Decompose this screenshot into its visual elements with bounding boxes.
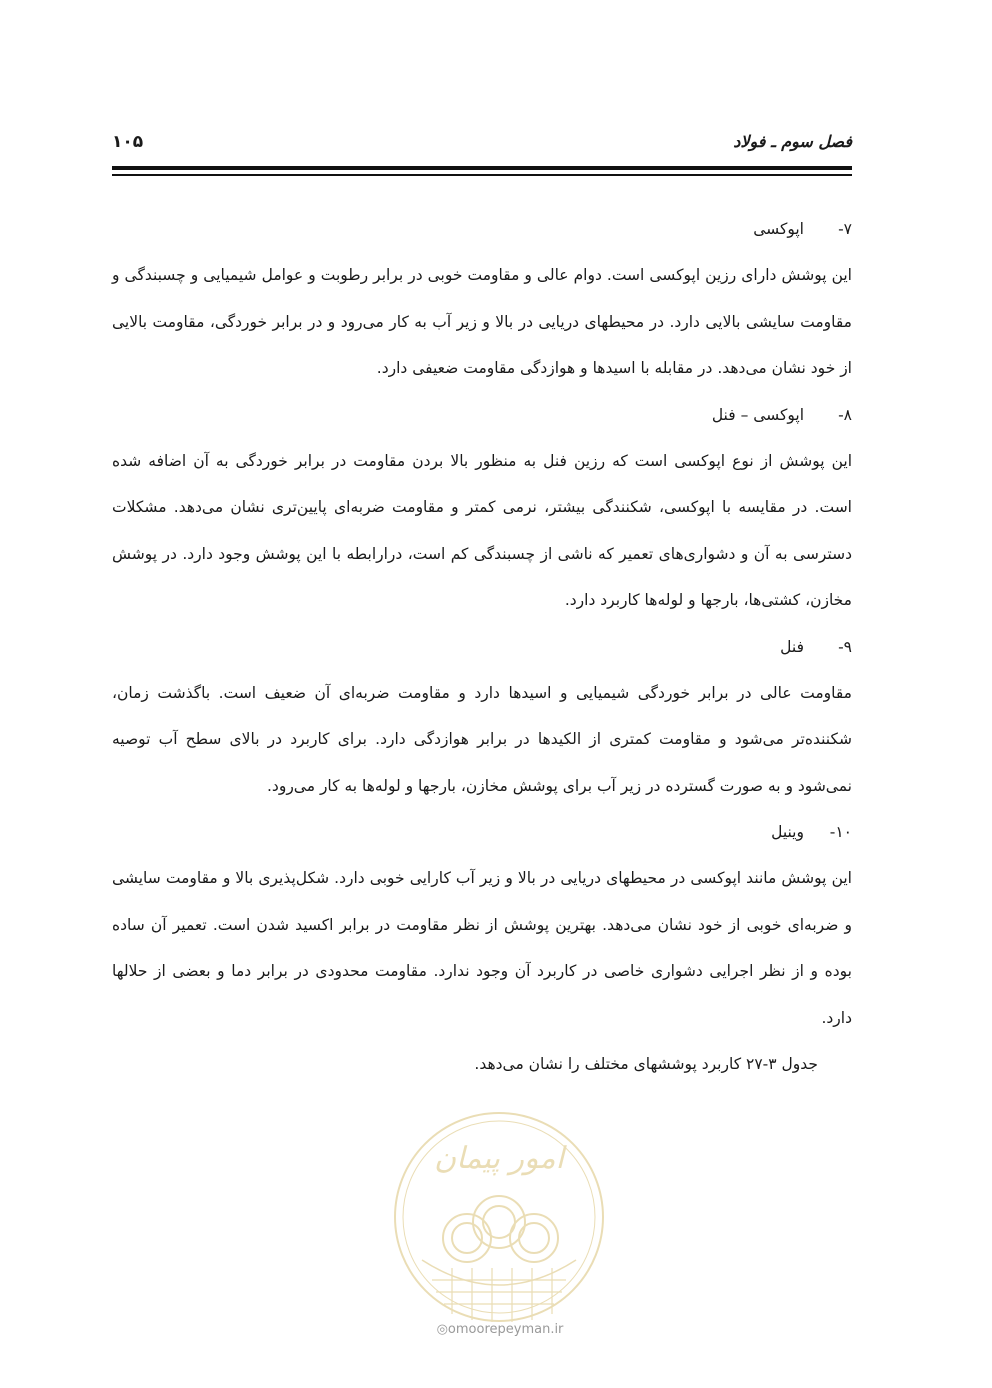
section-number: ۱۰- — [829, 823, 852, 841]
section-heading — [112, 392, 852, 438]
watermark-url-text: omoorepeyman.ir — [447, 1322, 564, 1337]
page-number: ۱۰۵ — [112, 132, 144, 152]
section-paragraph: مقاومت عالی در برابر خوردگی شیمیایی و اسیدها دارد و مقاومت ضربه‌ای آن ضعیف است. باگذشت زمان، شکننده‌تر می‌شود و مقاومت کمتری از الکیدها در برابر هوازدگی دارد. برای کاربرد در بالای سطح آب توصیه نمی‌شود و به صورت گسترده در زیر آب برای پوشش مخازن، بارجها و لوله‌ها به کار می‌رود. — [112, 683, 852, 795]
header-rule-thick — [112, 166, 852, 170]
section-title: اپوکسی — [753, 220, 804, 238]
section-number: ۹- — [838, 637, 852, 656]
watermark-logo-text: امور پیمان — [434, 1141, 564, 1176]
section-paragraph: این پوشش دارای رزین اپوکسی است. دوام عالی و مقاومت خوبی در برابر رطوبت و عوامل شیمیایی و چسبندگی و مقاومت سایشی بالایی دارد. در محیطهای دریایی در بالا و زیر آب به کار می‌رود و در برابر خوردگی، مقاومت بالایی از خود نشان می‌دهد. در مقابله با اسیدها و هوازدگی مقاومت ضعیفی دارد. — [112, 266, 852, 377]
page-header — [112, 126, 852, 166]
page-content — [112, 206, 852, 1081]
section-number: ۸- — [838, 405, 852, 424]
section-paragraph: این پوشش از نوع اپوکسی است که رزین فنل به منظور بالا بردن مقاومت در برابر خوردگی به آن اضافه شده است. در مقایسه با اپوکسی، شکنندگی بیشتر، نرمی کمتر و مقاومت ضربه‌ای پایین‌تری نشان می‌دهد. مشکلات دسترسی به آن و دشواری‌های تعمیر که ناشی از چسبندگی کم است، درارابطه با این پوشش وجود دارد. در پوشش مخازن، کشتی‌ها، بارجها و لوله‌ها کاربرد دارد. — [112, 451, 852, 609]
chapter-title: فصل سوم ـ فولاد — [733, 132, 852, 151]
section-heading — [112, 624, 852, 670]
watermark-url-icon: ◎ — [436, 1322, 448, 1337]
section-heading — [112, 206, 852, 252]
section-paragraph: این پوشش مانند اپوکسی در محیطهای دریایی در بالا و زیر آب کارایی خوبی دارد. شکل‌پذیری بالا و مقاومت سایشی و ضربه‌ای خوبی از خود نشان می‌دهد. بهترین پوشش از نظر مقاومت در برابر اکسید شدن است. تعمیر آن ساده بوده و از نظر اجرایی دشواری خاصی در کاربرد آن وجود ندارد. مقاومت محدودی در برابر دما و بعضی از حلالها دارد. — [112, 869, 852, 1027]
watermark-logo — [392, 1110, 606, 1324]
table-caption: جدول ۳-۲۷ کاربرد پوششهای مختلف را نشان می‌دهد. — [474, 1055, 818, 1073]
section-number: ۷- — [838, 220, 852, 238]
section-title: وینیل — [771, 823, 804, 841]
header-rule-thin — [112, 174, 852, 176]
section-title: اپوکسی – فنل — [711, 405, 804, 424]
section-title: فنل — [780, 637, 804, 656]
section-heading — [112, 809, 852, 855]
watermark-url — [400, 1322, 600, 1337]
